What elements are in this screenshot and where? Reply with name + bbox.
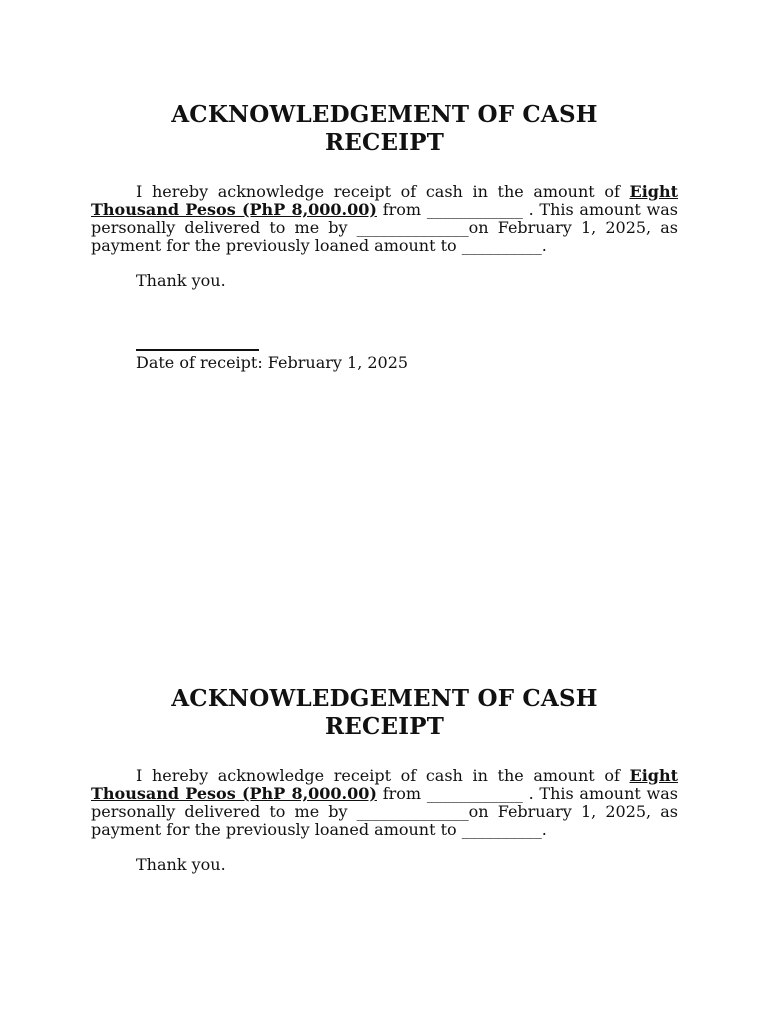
document-title [91, 685, 678, 741]
receipt-section-1 [91, 101, 678, 372]
signature-line [136, 349, 259, 351]
paragraph-rest: from ____________ . This amount was personally delivered to me by ______________on February 1, 2025, as payment for the previously loaned amount to __________. [91, 784, 679, 839]
amount-text: Eight Thousand Pesos (PhP 8,000.00) [91, 182, 678, 219]
title-line-2: RECEIPT [324, 713, 445, 740]
date-of-receipt: Date of receipt: February 1, 2025 [136, 353, 409, 372]
amount-text: Eight Thousand Pesos (PhP 8,000.00) [91, 766, 678, 803]
thank-you-text: Thank you. [136, 271, 226, 290]
receipt-section-2 [91, 685, 678, 874]
acknowledgement-paragraph [91, 767, 678, 839]
paragraph-intro: I hereby acknowledge receipt of cash in the amount of [136, 766, 630, 785]
title-line-1: ACKNOWLEDGEMENT OF CASH [171, 101, 598, 128]
paragraph-rest: from ____________ . This amount was personally delivered to me by ______________on February 1, 2025, as payment for the previously loaned amount to __________. [91, 200, 679, 255]
acknowledgement-paragraph [91, 183, 678, 255]
title-line-2: RECEIPT [324, 129, 445, 156]
document-title [91, 101, 678, 157]
title-line-1: ACKNOWLEDGEMENT OF CASH [171, 685, 598, 712]
paragraph-intro: I hereby acknowledge receipt of cash in the amount of [136, 182, 630, 201]
thank-you-text: Thank you. [136, 855, 226, 874]
